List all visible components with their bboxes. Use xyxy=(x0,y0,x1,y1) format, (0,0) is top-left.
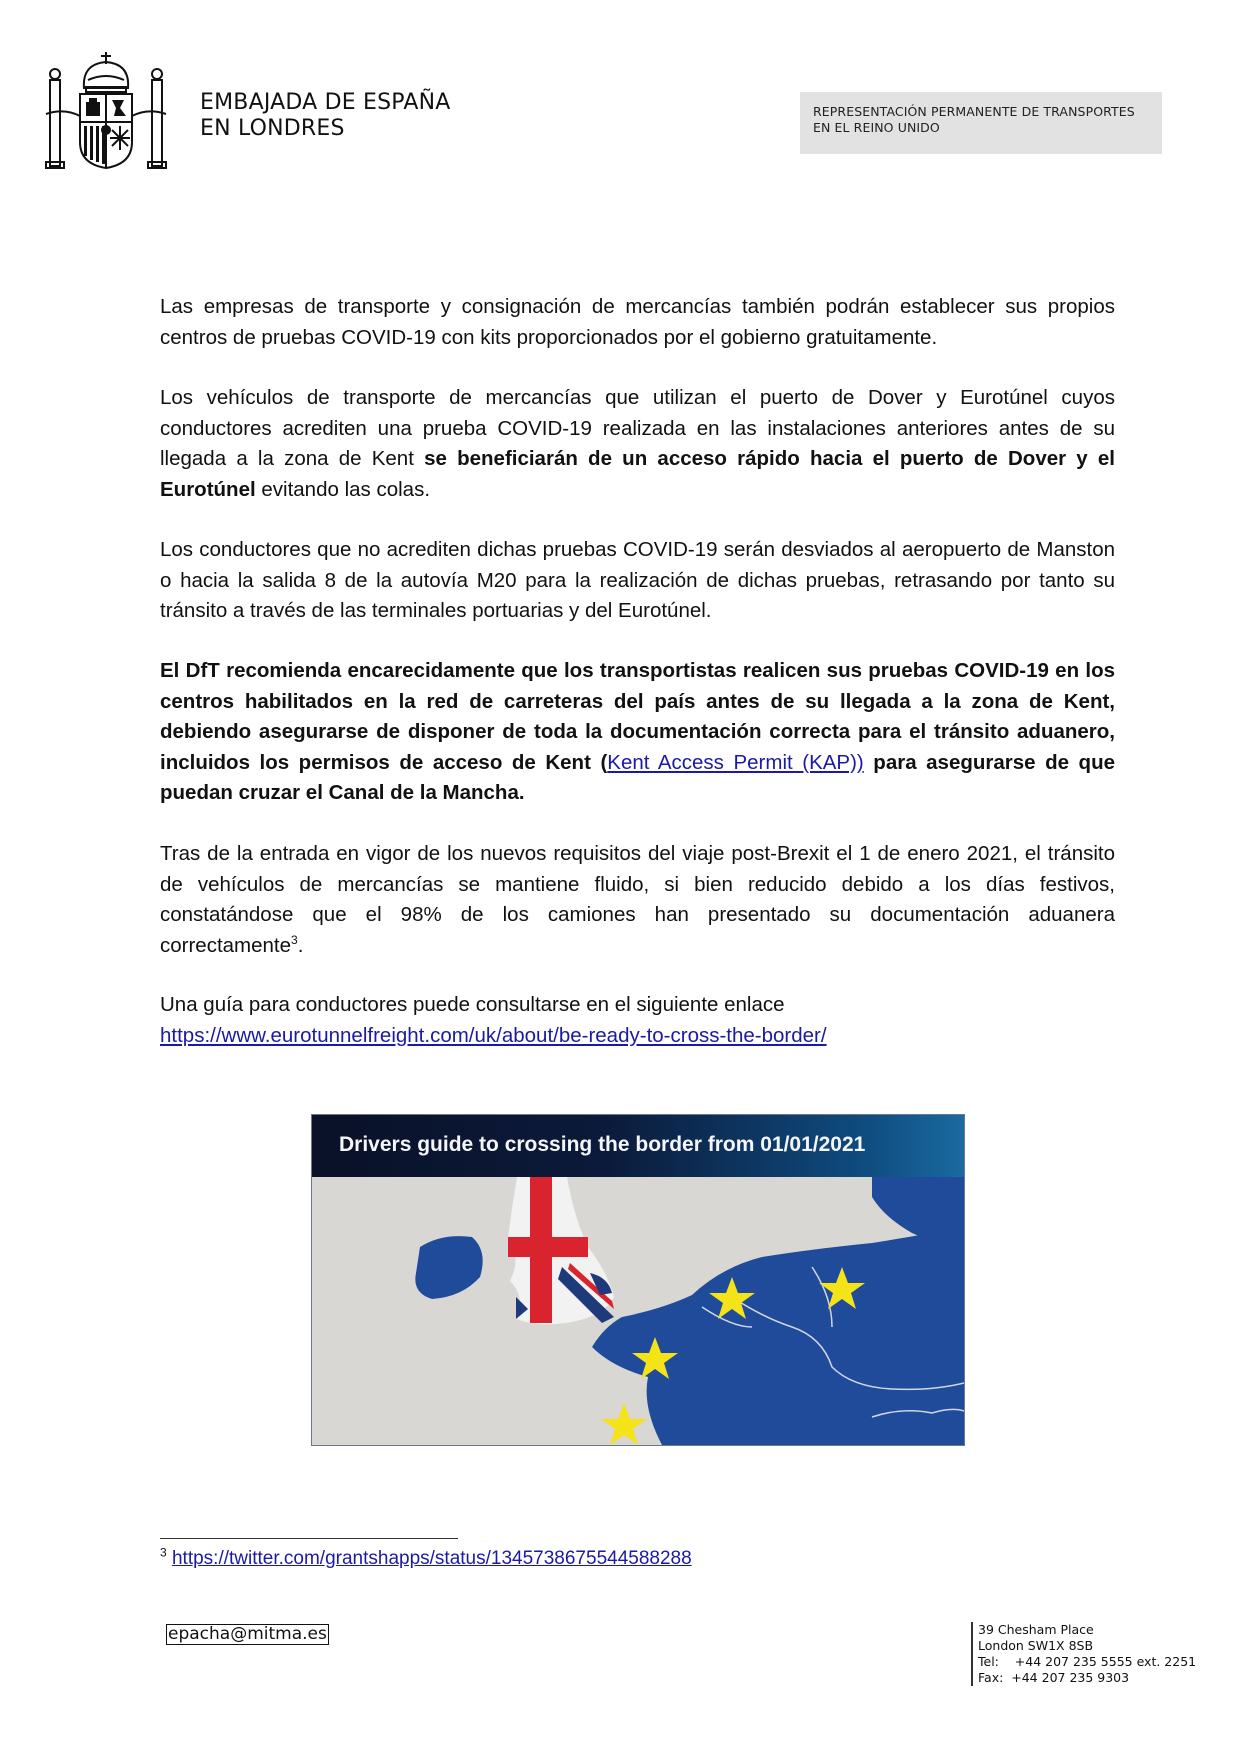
embassy-name-line1: EMBAJADA DE ESPAÑA xyxy=(200,90,451,115)
paragraph-fast-access xyxy=(160,383,1115,505)
banner-title: Drivers guide to crossing the border from 01/01/2021 xyxy=(339,1133,866,1156)
address-separator xyxy=(971,1622,973,1686)
address-line2: London SW1X 8SB xyxy=(978,1638,1094,1653)
fax: Fax: +44 207 235 9303 xyxy=(978,1670,1130,1685)
representation-line1: REPRESENTACIÓN PERMANENTE DE TRANSPORTES xyxy=(813,104,1135,119)
dft-recommendation-bold: El DfT recomienda encarecidamente que los transportistas realicen sus pruebas COVID-19 en los centros habilitados en la red de carreteras del país antes de su llegada a la zona de Kent, debiendo asegurarse de disponer de toda la documentación correcta para el tránsito aduanero, incluidos los permisos de acceso de Kent ( xyxy=(160,659,1115,774)
drivers-guide-text: Una guía para conductores puede consultarse en el siguiente enlace xyxy=(160,993,785,1016)
footnote-3 xyxy=(160,1545,692,1570)
paragraph-testing-centres: Las empresas de transporte y consignación de mercancías también podrán establecer sus propios centros de pruebas COVID-19 con kits proporcionados por el gobierno gratuitamente. xyxy=(160,295,1115,349)
embassy-name-line2: EN LONDRES xyxy=(200,116,345,141)
paragraph-dft-recommendation xyxy=(160,656,1115,809)
drivers-guide-banner-image xyxy=(311,1114,965,1446)
footnote-number: 3 xyxy=(160,1545,167,1560)
paragraph-diversion: Los conductores que no acrediten dichas pruebas COVID-19 serán desviados al aeropuerto de Manston o hacia la salida 8 de la autovía M20 para la realización de dichas pruebas, retrasando por tanto su tránsito a través de las terminales portuarias y del Eurotúnel. xyxy=(160,538,1115,622)
representation-box xyxy=(800,92,1162,154)
europe-map-icon xyxy=(312,1177,964,1445)
banner-title-bar xyxy=(312,1115,964,1177)
kent-access-permit-link[interactable]: Kent Access Permit (KAP)) xyxy=(607,750,864,774)
twitter-source-link[interactable]: https://twitter.com/grantshapps/status/1345738675544588288 xyxy=(171,1548,692,1569)
contact-email[interactable]: epacha@mitma.es xyxy=(168,1624,327,1644)
embassy-address xyxy=(978,1622,1196,1686)
paragraph-fast-access-bold: se beneficiarán de un acceso rápido hacia el puerto de Dover y el Eurotúnel xyxy=(160,447,1115,501)
footnote-ref-3[interactable]: 3 xyxy=(291,932,298,947)
post-brexit-text: Tras de la entrada en vigor de los nuevos requisitos del viaje post-Brexit el 1 de enero 2021, el tránsito de vehículos de mercancías se mantiene fluido, si bien reducido debido a los días festivos, constatándose que el 98% de los camiones han presentado su documentación aduanera correctamente xyxy=(160,842,1115,957)
paragraph-post-brexit-transit xyxy=(160,839,1115,961)
paragraph-fast-access-end: evitando las colas. xyxy=(255,477,431,501)
paragraph-fast-access-text: Los vehículos de transporte de mercancías que utilizan el puerto de Dover y Eurotúnel cuyos conductores acrediten una prueba COVID-19 realizada en las instalaciones anteriores antes de su llegada a la zona de Kent xyxy=(160,386,1115,470)
telephone: Tel: +44 207 235 5555 ext. 2251 xyxy=(978,1654,1197,1669)
paragraph-drivers-guide xyxy=(160,990,1115,1051)
post-brexit-end: . xyxy=(297,933,304,957)
eurotunnel-guide-link[interactable]: https://www.eurotunnelfreight.com/uk/about/be-ready-to-cross-the-border/ xyxy=(160,1023,827,1047)
representation-line2: EN EL REINO UNIDO xyxy=(813,120,940,135)
embassy-name xyxy=(200,90,451,142)
footnote-separator xyxy=(160,1538,458,1539)
dft-recommendation-bold-end: para asegurarse de que puedan cruzar el Canal de la Mancha. xyxy=(160,750,1115,804)
address-line1: 39 Chesham Place xyxy=(978,1622,1094,1637)
spanish-coat-of-arms-icon xyxy=(44,50,168,172)
